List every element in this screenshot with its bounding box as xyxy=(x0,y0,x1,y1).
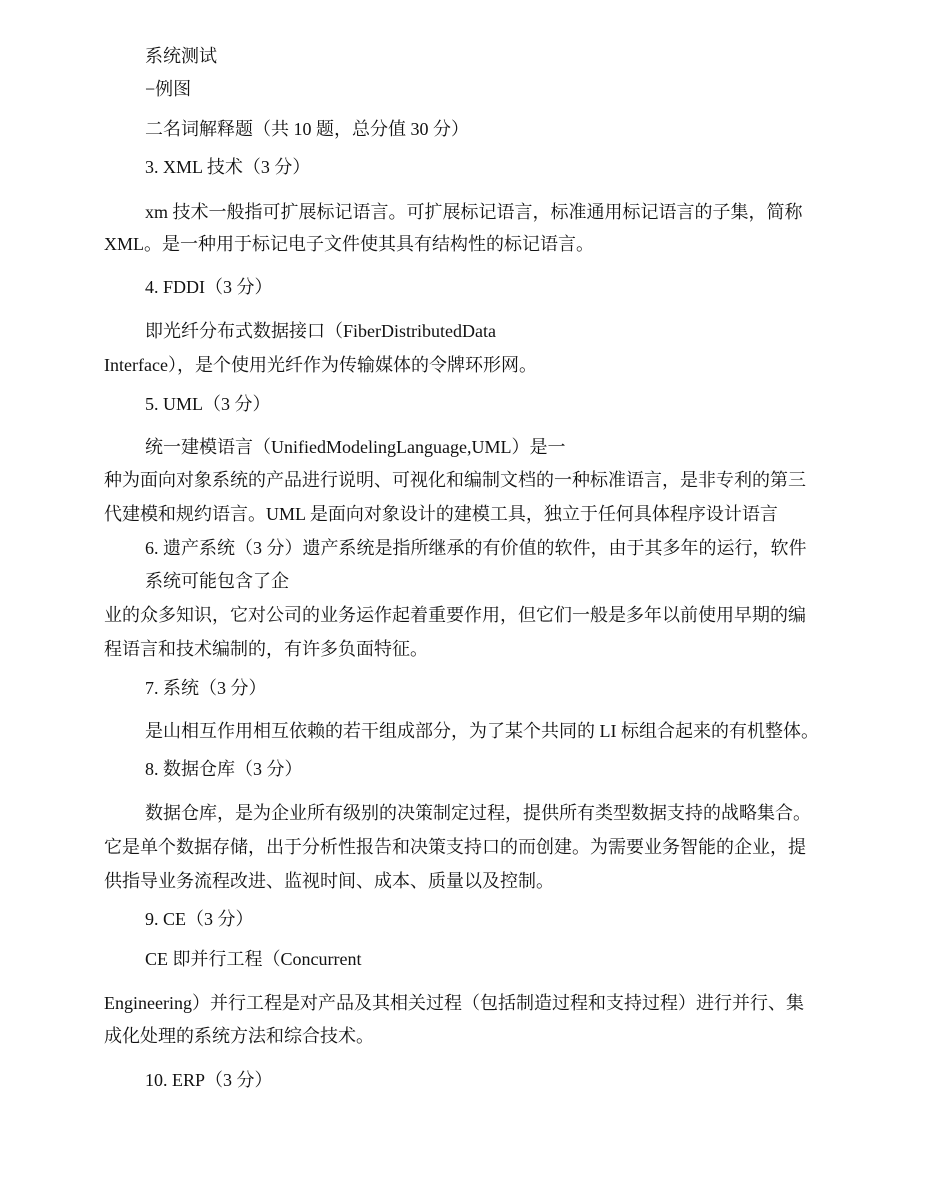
text-line: Interface），是个使用光纤作为传输媒体的令牌环形网。 xyxy=(104,355,537,375)
question-heading: 4. FDDI（3 分） xyxy=(145,277,273,297)
question-heading: 5. UML（3 分） xyxy=(145,394,271,414)
text-line: XML。是一种用于标记电子文件使其具有结构性的标记语言。 xyxy=(104,234,594,254)
question-heading: 6. 遗产系统（3 分）遗产系统是指所继承的有价值的软件，由于其多年的运行，软件 xyxy=(145,538,807,558)
text-line: 代建模和规约语言。UML 是面向对象设计的建模工具，独立于任何具体程序设计语言 xyxy=(104,504,778,524)
text-line: 成化处理的系统方法和综合技术。 xyxy=(104,1026,374,1046)
text-line: 程语言和技术编制的，有许多负面特征。 xyxy=(104,639,428,659)
text-line: 是山相互作用相互依赖的若干组成部分，为了某个共同的 LI 标组合起来的有机整体。 xyxy=(145,721,819,741)
section-heading: 二名词解释题（共 10 题，总分值 30 分） xyxy=(145,119,469,139)
text-line: CE 即并行工程（Concurrent xyxy=(145,949,362,969)
text-line: −例图 xyxy=(145,79,192,99)
text-line: 供指导业务流程改进、监视时间、成本、质量以及控制。 xyxy=(104,871,554,891)
text-line: xm 技术一般指可扩展标记语言。可扩展标记语言，标准通用标记语言的子集，简称 xyxy=(145,202,803,222)
question-heading: 9. CE（3 分） xyxy=(145,909,254,929)
text-line: 统一建模语言（UnifiedModelingLanguage,UML）是一 xyxy=(145,437,566,457)
text-line: 即光纤分布式数据接口（FiberDistributedData xyxy=(145,321,496,341)
text-line: 数据仓库，是为企业所有级别的决策制定过程，提供所有类型数据支持的战略集合。 xyxy=(145,803,811,823)
text-line: Engineering）并行工程是对产品及其相关过程（包括制造过程和支持过程）进行并行、集 xyxy=(104,993,804,1013)
text-line: 系统测试 xyxy=(145,46,217,66)
text-line: 它是单个数据存储，出于分析性报告和决策支持口的而创建。为需要业务智能的企业，提 xyxy=(104,837,806,857)
question-heading: 7. 系统（3 分） xyxy=(145,678,267,698)
text-line: 种为面向对象系统的产品进行说明、可视化和编制文档的一种标准语言，是非专利的第三 xyxy=(104,470,806,490)
question-heading: 3. XML 技术（3 分） xyxy=(145,157,311,177)
text-line: 业的众多知识，它对公司的业务运作起着重要作用，但它们一般是多年以前使用早期的编 xyxy=(104,605,806,625)
question-heading: 8. 数据仓库（3 分） xyxy=(145,759,303,779)
question-heading: 10. ERP（3 分） xyxy=(145,1070,273,1090)
text-line: 系统可能包含了企 xyxy=(145,571,289,591)
